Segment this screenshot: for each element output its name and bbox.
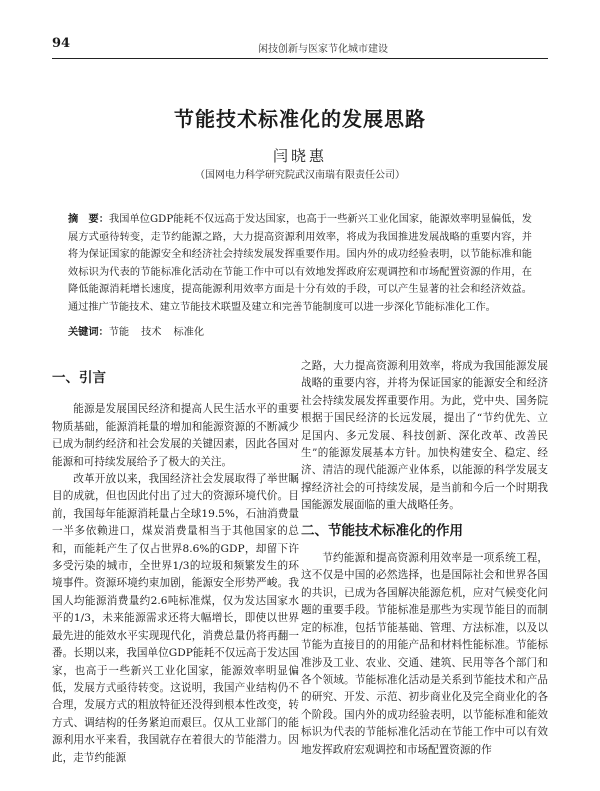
affiliation: （国网电力科学研究院武汉南瑞有限责任公司）	[195, 170, 405, 181]
keywords	[68, 323, 532, 338]
abstract	[68, 211, 532, 317]
intro-paragraph-2: 改革开放以来，我国经济社会发展取得了举世瞩目的成就，但也因此付出了过大的资源环境代价。目前，我国每年能源消耗量占全球19.5%，石油消费量一半多依赖进口，煤炭消费量相当于其他国家的总和，而能耗产生了仅占世界8.6%的GDP，却留下许多受污染的城市，全世界1/3的垃圾和频繁发生的环境事件。资源环境约束加剧，能源安全形势严峻。我国人均能源消费量约2.6吨标准煤，仅为发达国家水平的1/3，未来能源需求还将大幅增长，即使以世界最先进的能效水平实现现代化，消费总量仍将再翻一番。长期以来，我国单位GDP能耗不仅远高于发达国家，也高于一些新兴工业化国家，能源效率明显偏低，发展方式亟待转变。这说明，我国产业结构仍不合理，发展方式的粗放特征还没得到根本性改变，转方式、调结构的任务紧迫而艰巨。仅从工业部门的能源利用水平来看，我国就存在着很大的节能潜力。因此，走节约能源	[52, 473, 299, 764]
section-heading-intro: 一、引言	[52, 370, 106, 386]
continued-paragraph: 之路，大力提高资源利用效率，将成为我国能源发展战略的重要内容，并将为保证国家的能源安全和经济社会持续发展发挥重要作用。为此，党中央、国务院根据于国民经济的长远发展，提出了“节约优先、立足国内、多元发展、科技创新、深化改革、改善民生”的能源发展基本方针。加快构建安全、稳定、经济、清洁的现代能源产业体系，以能源的科学发展支撑经济社会的可持续发展，是当前和今后一个时期我国能源发展面临的重大战略任务。	[301, 360, 548, 512]
header-rule	[52, 58, 548, 59]
author: 闫晓惠	[272, 147, 327, 165]
intro-paragraph-1: 能源是发展国民经济和提高人民生活水平的重要物质基础，能源消耗量的增加和能源资源的不断减少已成为制约经济和社会发展的关键因素，因此各国对能源和可持续发展给予了极大的关注。	[52, 403, 299, 468]
keyword: 节能	[108, 327, 130, 338]
page-number: 94	[52, 36, 71, 51]
abstract-text: 我国单位GDP能耗不仅远高于发达国家，也高于一些新兴工业化国家，能源效率明显偏低，发展方式亟待转变，走节约能源之路，大力提高资源利用效率，将成为我国推进发展战略的重要内容，并将为保证国家的能源安全和经济社会持续发展发挥重要作用。国内外的成功经验表明，以节能标准和能效标识为代表的节能标准化活动在节能工作中可以有效地发挥政府宏观调控和市场配置资源的作用，在降低能源消耗增长速度，提高能源利用效率方面是十分有效的手段，可以产生显著的社会和经济效益。通过推广节能技术、建立节能技术联盟及建立和完善节能制度可以进一步深化节能标准化工作。	[68, 214, 532, 313]
section-heading-2: 二、节能技术标准化的作用	[301, 522, 463, 539]
keyword: 标准化	[173, 327, 205, 338]
abstract-label: 摘 要：	[68, 214, 110, 225]
right-column	[301, 358, 548, 759]
running-header: 闲技创新与医家节化城市建设	[258, 44, 388, 55]
keywords-label: 关键词：	[68, 327, 109, 338]
article-title: 节能技术标准化的发展思路	[174, 107, 426, 131]
left-column	[52, 358, 299, 767]
section-2-paragraph: 节约能源和提高资源利用效率是一项系统工程，这不仅是中国的必然选择，也是国际社会和世界各国的共识，已成为各国解决能源危机，应对气候变化问题的重要手段。节能标准是那些为实现节能目的而制定的标准，包括节能基础、管理、方法标准，以及以节能为直接目的的用能产品和材料性能标准。节能标准涉及工业、农业、交通、建筑、民用等各个部门和各个领域。节能标准化活动是关系到节能技术和产品的研究、开发、示范、初步商业化及完全商业化的各个阶段。国内外的成功经验表明，以节能标准和能效标识为代表的节能标准化活动在节能工作中可以有效地发挥政府宏观调控和市场配置资源的作	[301, 552, 548, 756]
keyword: 技术	[141, 327, 162, 338]
